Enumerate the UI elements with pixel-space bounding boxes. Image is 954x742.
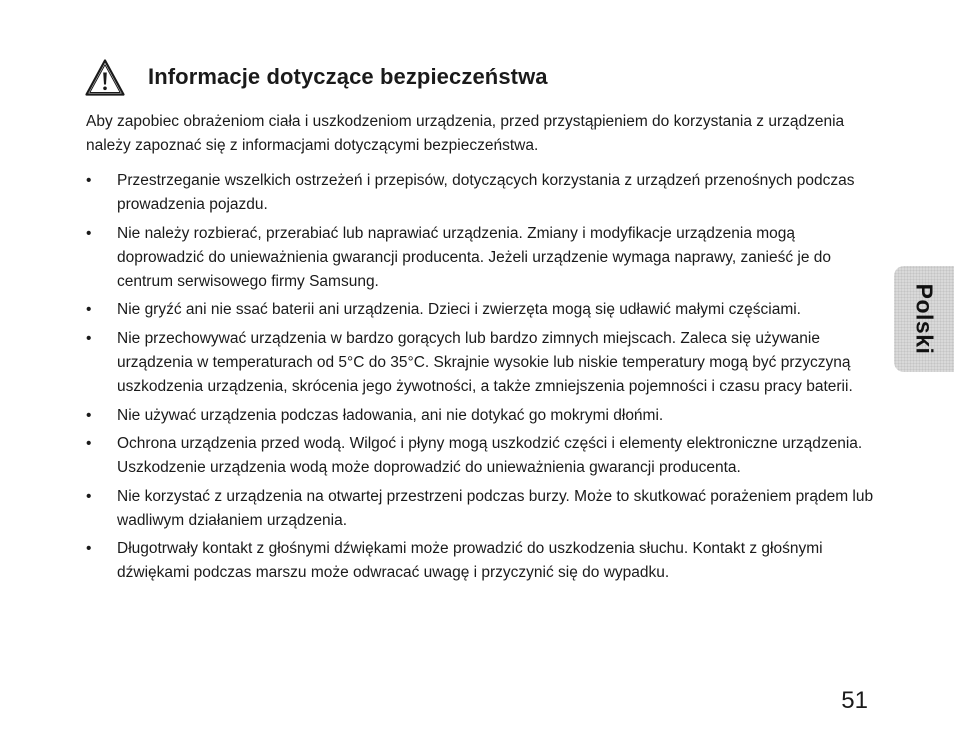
warning-icon (84, 57, 126, 99)
bullet-marker: • (86, 301, 92, 319)
list-item (86, 432, 876, 481)
bullet-marker: • (86, 172, 92, 189)
page-title: Informacje dotyczące bezpieczeństwa (148, 64, 548, 89)
list-item (86, 169, 876, 218)
list-item-text: Nie korzystać z urządzenia na otwartej przestrzeni podczas burzy. Może to skutkować porażeniem prądem lub wadliwym działaniem urządzenia. (117, 487, 874, 529)
bullet-marker: • (86, 487, 92, 505)
list-item (86, 404, 876, 428)
list-item-text: Ochrona urządzenia przed wodą. Wilgoć i płyny mogą uszkodzić części i elementy elektroniczne urządzenia. Uszkodzenie urządzenia wodą może doprowadzić do unieważnienia gwarancji producenta. (117, 434, 863, 477)
safety-list (86, 169, 876, 590)
list-item (86, 485, 876, 534)
bullet-marker: • (86, 540, 92, 558)
list-item (86, 222, 876, 295)
list-item-text: Nie gryźć ani nie ssać baterii ani urządzenia. Dzieci i zwierzęta mogą się udławić małymi częściami. (117, 301, 801, 319)
bullet-marker: • (86, 434, 92, 452)
list-item-text: Przestrzeganie wszelkich ostrzeżeń i przepisów, dotyczących korzystania z urządzeń przenośnych podczas prowadzenia pojazdu. (117, 172, 855, 214)
list-item (86, 298, 876, 322)
list-item-text: Nie przechowywać urządzenia w bardzo gorących lub bardzo zimnych miejscach. Zaleca się używanie urządzenia w temperaturach od 5°C do 35°C. Skrajnie wysokie lub niskie temperatury mogą być przyczyną uszkodzenia urządzenia, skrócenia jego żywotności, a także zmniejszenia pojemności i czasu pracy baterii. (117, 329, 853, 396)
section-header (84, 56, 548, 100)
bullet-marker: • (86, 406, 92, 424)
list-item-text: Nie używać urządzenia podczas ładowania, ani nie dotykać go mokrymi dłońmi. (117, 406, 664, 424)
intro-paragraph: Aby zapobiec obrażeniom ciała i uszkodzeniom urządzenia, przed przystąpieniem do korzystania z urządzenia należy zapoznać się z informacjami dotyczącymi bezpieczeństwa. (86, 113, 845, 154)
list-item (86, 537, 876, 586)
list-item-text: Długotrwały kontakt z głośnymi dźwiękami może prowadzić do uszkodzenia słuchu. Kontakt z głośnymi dźwiękami podczas marszu może odwracać uwagę i przyczynić się do wypadku. (117, 540, 823, 582)
language-tab (894, 266, 954, 372)
bullet-marker: • (86, 329, 92, 347)
list-item (86, 327, 876, 400)
language-tab-label: Polski (911, 283, 938, 355)
list-item-text: Nie należy rozbierać, przerabiać lub naprawiać urządzenia. Zmiany i modyfikacje urządzenia mogą doprowadzić do unieważnienia gwarancji producenta. Jeżeli urządzenie wymaga naprawy, zanieść je do centrum serwisowego firmy Samsung. (117, 224, 831, 291)
page-number: 51 (841, 687, 868, 714)
bullet-marker: • (86, 224, 92, 242)
